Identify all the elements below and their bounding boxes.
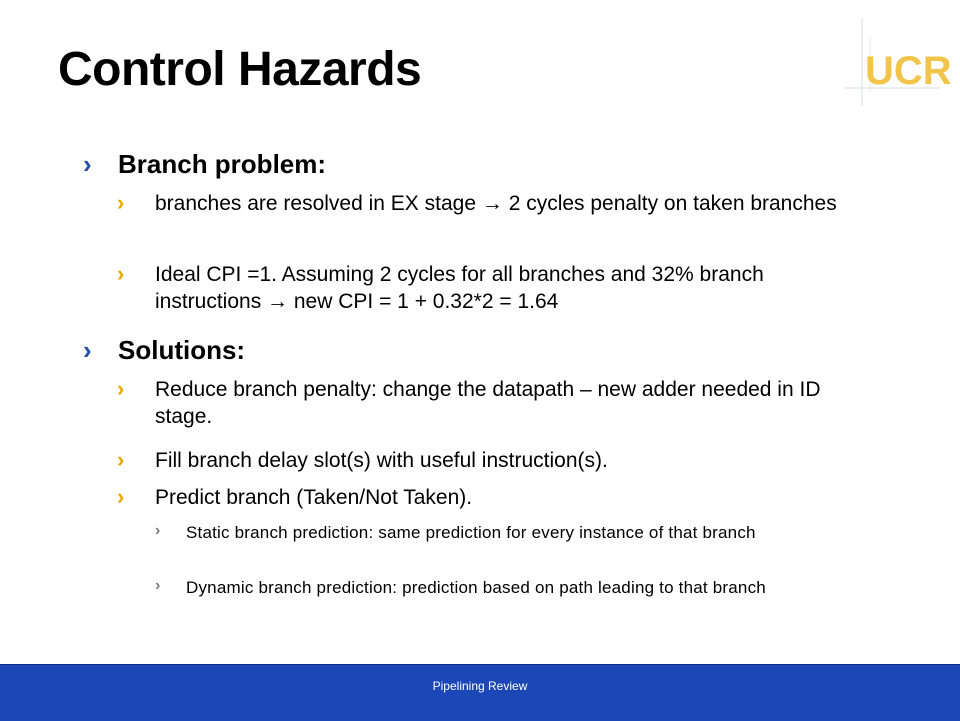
ucr-logo [844,18,952,106]
bullet-chevron-icon: › [117,447,125,472]
bullet-text: Predict branch (Taken/Not Taken). [155,486,473,509]
section-heading: Branch problem: [118,149,327,179]
bullet-text: branches are resolved in EX stage → 2 cycles penalty on taken branches [155,192,837,215]
logo-text: UCR [865,49,952,93]
footer-label: Pipelining Review [432,679,528,693]
sub-bullet-text: Dynamic branch prediction: prediction based on path leading to that branch [186,578,766,597]
sub-bullet-text: Static branch prediction: same prediction for every instance of that branch [186,523,756,542]
bullet-chevron-icon: › [117,261,125,286]
sub-bullet-chevron-icon: › [155,577,161,594]
bullet-text: Reduce branch penalty: change the datapath – new adder needed in ID stage. [155,378,821,428]
section-heading: Solutions: [118,335,246,365]
slide-title: Control Hazards [58,43,422,96]
bullet-chevron-icon: › [83,335,92,365]
bullet-chevron-icon: › [117,484,125,509]
bullet-chevron-icon: › [117,376,125,401]
bullet-chevron-icon: › [117,190,125,215]
footer-bar [0,664,960,721]
bullet-chevron-icon: › [83,149,92,179]
sub-bullet-chevron-icon: › [155,522,161,539]
bullet-text: Ideal CPI =1. Assuming 2 cycles for all branches and 32% branch instructions → new CPI = 1 + 0.32*2 = 1.64 [155,263,764,313]
bullet-text: Fill branch delay slot(s) with useful instruction(s). [155,449,608,472]
